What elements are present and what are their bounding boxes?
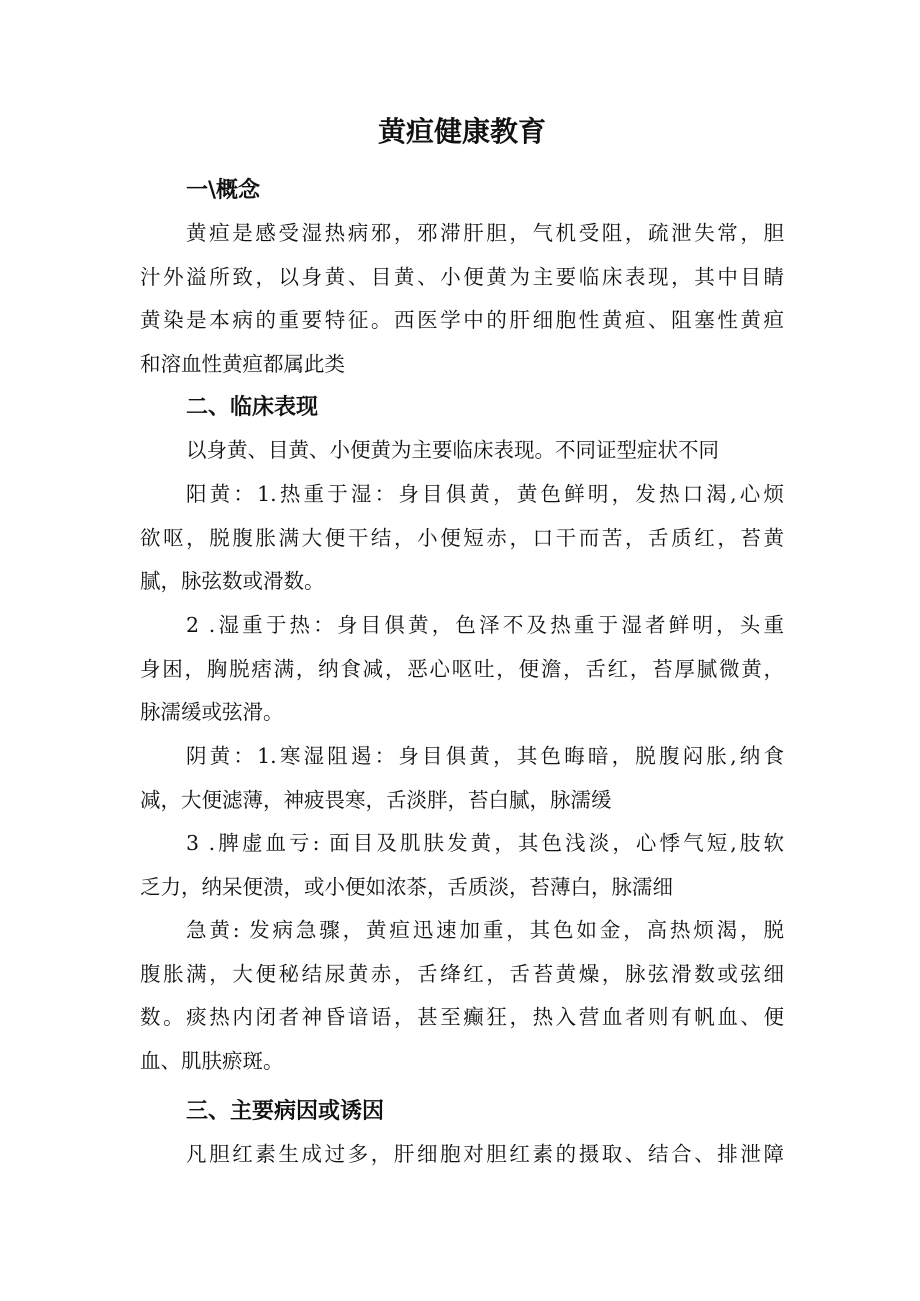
- text-line: 和溶血性黄疸都属此类: [140, 351, 345, 376]
- text-line: 腻，脉弦数或滑数。: [140, 569, 325, 593]
- text-line: 黄疸是感受湿热病邪，邪滞肝胆，气机受阻，疏泄失常，胆: [186, 221, 784, 245]
- text-line: 乏力，纳呆便溃，或小便如浓茶，舌质淡，苔薄白，脉濡细: [140, 874, 673, 899]
- text-line: 数。痰热内闭者神昏谙语，甚至癫狂，热入营血者则有帆血、便: [140, 1005, 784, 1029]
- paragraph-yang-jaundice-1: [140, 473, 784, 604]
- paragraph-yang-jaundice-2: [140, 604, 784, 735]
- text-line: 欲呕，脱腹胀满大便干结，小便短赤，口干而苦，舌质红，苔黄: [140, 525, 784, 550]
- text-line: 急黄: 发病急骤，黄疸迅速加重，其色如金，高热烦渴，脱: [186, 918, 784, 942]
- text-line: 以身黄、目黄、小便黄为主要临床表现。不同证型症状不同: [186, 438, 719, 462]
- section-heading-clinical: 二、临床表现: [186, 395, 319, 420]
- text-line: 血、肌肤瘀斑。: [140, 1048, 284, 1073]
- text-line: 阴黄：1.寒湿阻遏：身目俱黄，其色晦暗，脱腹闷胀,纳食: [186, 744, 784, 768]
- paragraph-yin-jaundice-3: [140, 822, 784, 909]
- text-line: 黄染是本病的重要特征。西医学中的肝细胞性黄疸、阻塞性黄疸: [140, 308, 784, 332]
- paragraph-clinical-intro: [140, 429, 784, 473]
- text-line: 腹胀满，大便秘结尿黄赤，舌绛红，舌苔黄燥，脉弦滑数或弦细: [140, 961, 784, 986]
- text-line: 凡胆红素生成过多，肝细胞对胆红素的摄取、结合、排泄障: [186, 1142, 784, 1166]
- text-line: 身困，胸脱痞满，纳食减，恶心呕吐，便澹，舌红，苔厚腻微黄，: [140, 656, 784, 681]
- paragraph-causes: [140, 1133, 784, 1177]
- paragraph-concept: [140, 212, 784, 386]
- text-line: 阳黄：1.热重于湿：身目俱黄，黄色鲜明，发热口渴,心烦: [186, 482, 784, 506]
- text-line: 3 .脾虚血亏: 面目及肌肤发黄，其色浅淡，心悸气短,肢软: [186, 831, 784, 855]
- text-line: 减，大便滤薄，神疲畏寒，舌淡胖，苔白腻，脉濡缓: [140, 787, 612, 812]
- paragraph-yin-jaundice-1: [140, 735, 784, 822]
- text-line: 2 .湿重于热：身目俱黄，色泽不及热重于湿者鲜明，头重: [186, 613, 784, 637]
- text-line: 汁外溢所致，以身黄、目黄、小便黄为主要临床表现，其中目睛: [140, 264, 784, 289]
- paragraph-acute-jaundice: [140, 909, 784, 1083]
- section-heading-concept: 一\概念: [186, 178, 261, 203]
- section-heading-causes: 三、主要病因或诱因: [186, 1099, 385, 1124]
- text-line: 脉濡缓或弦滑。: [140, 700, 284, 724]
- document-title: 黄疸健康教育: [377, 115, 546, 148]
